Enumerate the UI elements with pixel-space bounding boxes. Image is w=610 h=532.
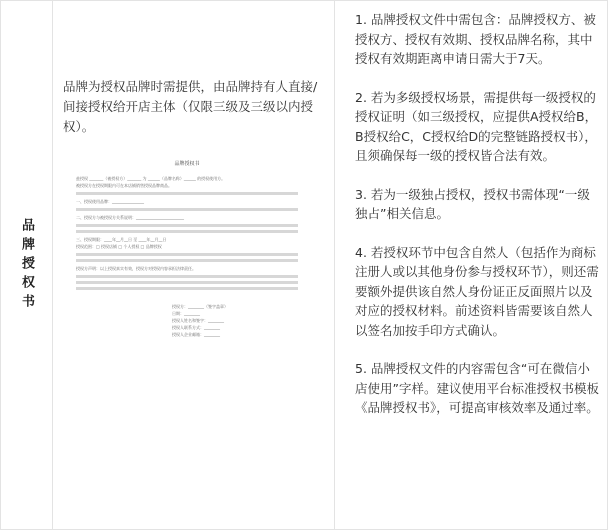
- note-item: 5. 品牌授权文件的内容需包含“可在微信小店使用”字样。建议使用平台标准授权书模板《品牌授权书》，可提高审核效率及通过率。: [355, 361, 599, 415]
- sample-doc-text-block: [76, 208, 298, 211]
- sample-doc-line: 日期：________: [172, 311, 200, 316]
- note-item: 1. 品牌授权文件中需包含：品牌授权方、被授权方、授权有效期、授权品牌名称，其中授权有效期距离申请日需大于7天。: [355, 12, 596, 66]
- sample-doc-text-block: [76, 275, 298, 278]
- row-label: 品牌授权书: [19, 217, 34, 313]
- sample-doc-line: 兹授权 _______（被授权方）_______ 为 ______（品牌名称）______ 的授权使用方。: [76, 176, 226, 181]
- sample-doc-text-block: [76, 224, 298, 227]
- sample-doc-line: 被授权方在授权期限内可在本店铺销售授权品牌商品。: [76, 183, 172, 188]
- intro-text: 品牌为授权品牌时需提供，由品牌持有人直接/间接授权给开店主体（仅限三级及三级以内授权）。: [63, 79, 318, 134]
- sample-doc-text-block: [76, 281, 298, 284]
- sample-doc-line: 授权人企业邮箱：________: [172, 332, 220, 337]
- note-item: 2. 若为多级授权场景，需提供每一级授权的授权证明（如三级授权，应提供A授权给B，B授权给C，C授权给D的完整链路授权书），且须确保每一级的授权皆合法有效。: [355, 89, 598, 163]
- sample-doc-title: 品牌授权书: [174, 161, 200, 167]
- sample-authorization-document: [62, 154, 312, 416]
- row-label-cell: [1, 1, 53, 529]
- sample-doc-text-block: [76, 253, 298, 256]
- sample-doc-line: 授权方：________（签字盖章）: [172, 304, 228, 309]
- sample-doc-line: 授权人姓名和签字：________: [172, 318, 224, 323]
- note-item: 4. 若授权环节中包含自然人（包括作为商标注册人或以其他身份参与授权环节），则还需要额外提供该自然人身份证正反面照片以及对应的授权材料。前述资料皆需要该自然人以签名加按手印方式确认。: [355, 244, 599, 338]
- requirements-notes: [355, 10, 599, 437]
- sample-doc-line: 授权方声明：以上授权真实有效，授权方对授权内容承担法律责任。: [76, 266, 196, 271]
- sample-doc-line: 授权范围：□ 授权店铺 □ 个人授权 □ 品牌授权: [76, 244, 162, 249]
- sample-doc-text-block: [76, 287, 298, 290]
- sample-doc-text-block: [76, 192, 298, 195]
- note-item: 3. 若为一级独占授权，授权书需体现“一级独占”相关信息。: [355, 186, 590, 221]
- sample-doc-line: 三、授权期限：____年__月__日 至 ____年__月__日: [76, 237, 167, 242]
- sample-doc-line: 一、授权使用品牌：________________: [76, 199, 144, 204]
- sample-doc-line: 授权人联系方式：________: [172, 325, 220, 330]
- sample-doc-line: 二、授权方与被授权方关系说明：________________________: [76, 215, 184, 220]
- sample-doc-text-block: [76, 259, 298, 262]
- sample-doc-text-block: [76, 230, 298, 233]
